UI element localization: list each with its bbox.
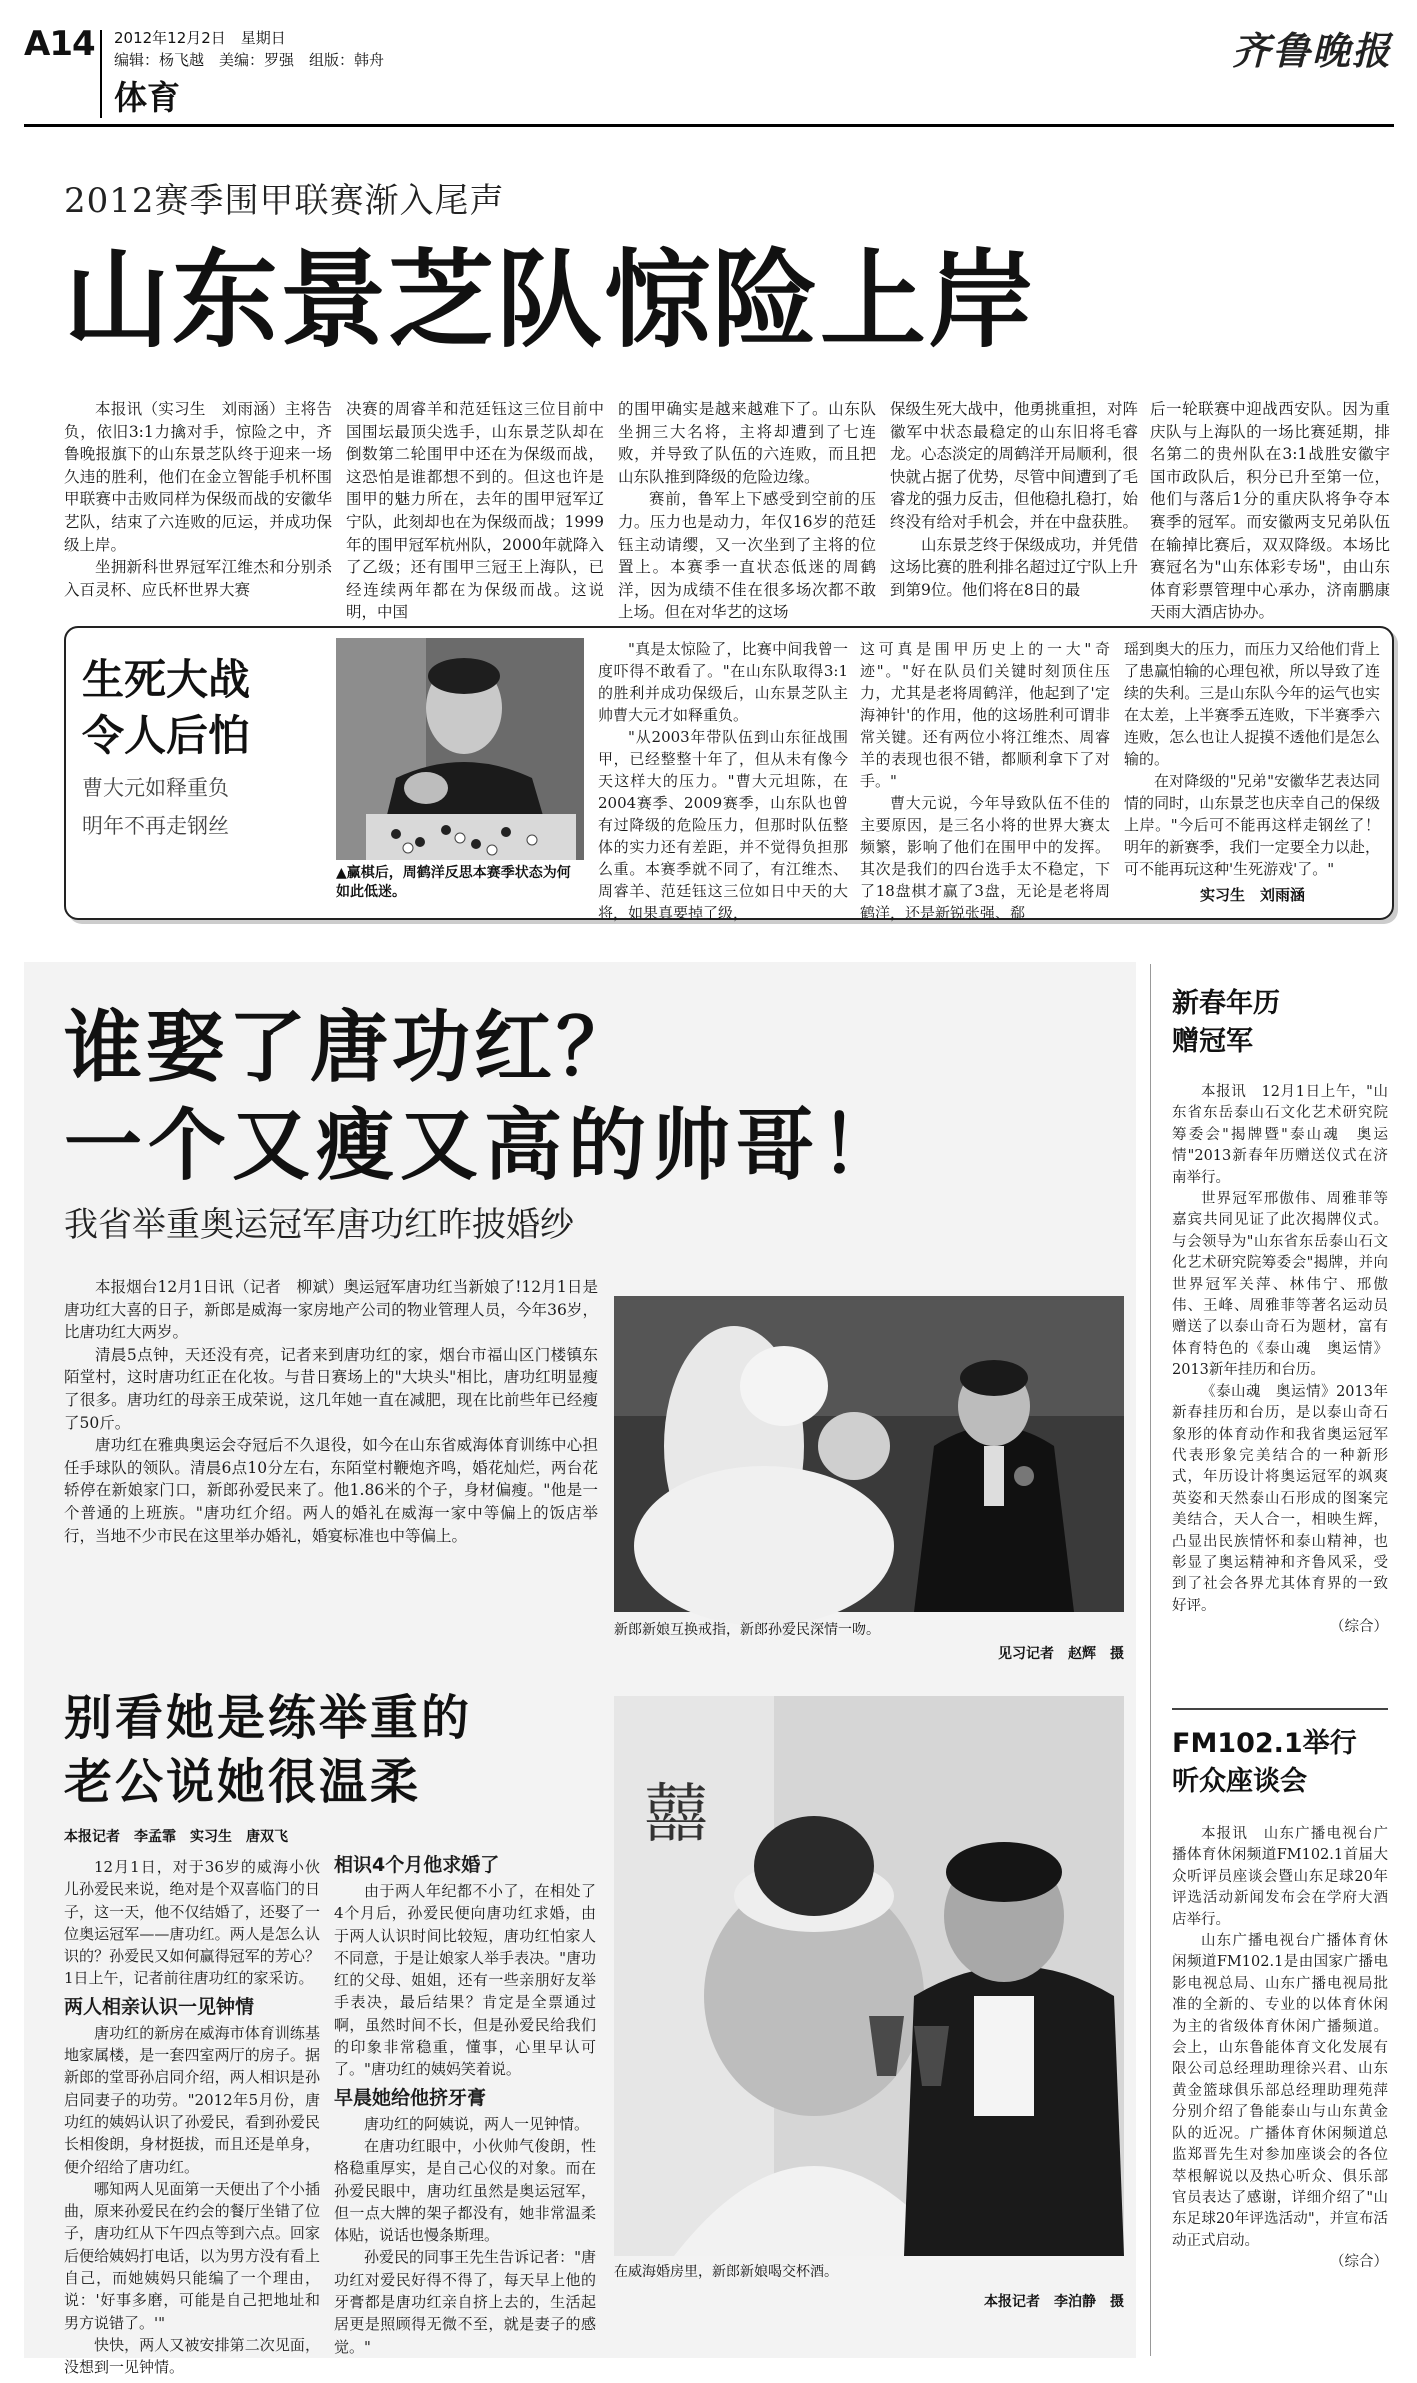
paragraph: 《泰山魂 奥运情》2013年新春挂历和台历，是以泰山奇石象形的体育动作和我省奥运冠军代表形象完美结合的一种新形式，年历设计将奥运冠军的飒爽英姿和天然泰山石形成的图案完美结合，天人合一，相映生辉，凸显出民族情怀和泰山精神，也彰显了奥运精神和齐鲁风采，受到了社会各界尤其体育界的一致好评。 (1172, 1383, 1388, 1614)
side-story-column-b (334, 1852, 596, 2356)
sidebar2-body (1172, 1824, 1388, 2356)
paragraph: 赛前，鲁军上下感受到空前的压力。压力也是动力，年仅16岁的范廷钰主动请缨，又一次坐到了主将的位置上。本赛季一直状态低迷的周鹤洋，因为成绩不佳在很多场次都不敢上场。但在对华艺的这场 (618, 490, 876, 622)
sidebar1-signature: （综合） (1330, 1619, 1388, 1636)
paragraph: "从2003年带队伍到山东征战围甲，已经整整十年了，但从未有像今天这样大的压力。"曹大元坦陈，在2004赛季、2009赛季，山东队也曾有过降级的危险压力，但那时队伍整体的实力还有差距，并不觉得负担那么重。本赛季就不同了，有江维杰、周睿羊、范廷钰这三位如日中天的大将，如果真要掉了级， (598, 728, 848, 922)
paragraph: 本报讯（实习生 刘雨涵）主将告负，依旧3:1力擒对手，惊险之中，齐鲁晚报旗下的山东景芝队终于迎来一场久违的胜利，他们在金立智能手机杯围甲联赛中击败同样为保级而战的安徽华艺队，结束了六连败的厄运，并成功保级上岸。 (64, 400, 332, 554)
photo2-caption: 在威海婚房里，新郎新娘喝交杯酒。 (614, 2264, 838, 2280)
paragraph: 唐功红在雅典奥运会夺冠后不久退役，如今在山东省威海体育训练中心担任手球队的领队。清晨6点10分左右，东陌堂村鞭炮齐鸣，婚花灿烂，两台花轿停在新娘家门口，新郎孙爱民来了。他1.86米的个子，身材偏瘦。"他是一个普通的上班族。"唐功红介绍。两人的婚礼在威海一家中等偏上的饭店举行，当地不少市民在这里举办婚礼，婚宴标准也中等偏上。 (64, 1436, 598, 1545)
player-silhouette (336, 638, 584, 860)
story2-headline-line2: 一个又瘦又高的帅哥！ (64, 1101, 905, 1191)
sidebar-separator (1172, 1708, 1388, 1710)
paragraph: 决赛的周睿羊和范廷钰这三位目前中国围坛最顶尖选手，山东景芝队却在倒数第二轮围甲中还在为保级而战，这恐怕是谁都想不到的。但这也许是围甲的魅力所在，去年的围甲冠军辽宁队，此刻却也在为保级而战；1999年的围甲冠军杭州队，2000年就降入了乙级；还有围甲三冠王上海队，已经连续两年都在为保级而战。这说明，中国 (346, 400, 604, 622)
box-subtitle-line2: 明年不再走钢丝 (82, 814, 229, 838)
story2-headline-line1: 谁娶了唐功红？ (64, 1003, 639, 1093)
paragraph: 后一轮联赛中迎战西安队。因为重庆队与上海队的一场比赛延期，排名第二的贵州队在3:1战胜安徽宇国市政队后，积分已升至第一位，他们与落后1分的重庆队将争夺本赛季的冠军。而安徽两支兄弟队伍在输掉比赛后，双双降级。本场比赛冠名为"山东体彩专场"，由山东体育彩票管理中心承办，济南鹏康天雨大酒店协办。 (1150, 400, 1390, 622)
player-photo (336, 638, 584, 860)
masthead-rule (24, 124, 1394, 127)
story2-subheadline: 我省举重奥运冠军唐功红昨披婚纱 (64, 1205, 574, 1245)
story1-headline: 山东景芝队惊险上岸 (64, 239, 1036, 362)
player-photo-caption: ▲赢棋后，周鹤洋反思本赛季状态为何如此低迷。 (336, 865, 571, 900)
side-story-headline-line2: 老公说她很温柔 (64, 1754, 422, 1810)
photo2-credit: 本报记者 李泊静 摄 (984, 2294, 1124, 2310)
side-subhead-3: 早晨她给他挤牙膏 (334, 2086, 487, 2109)
paragraph: 这可真是围甲历史上的一大"奇迹"。"好在队员们关键时刻顶住压力，尤其是老将周鹤洋，他起到了'定海神针'的作用，他的这场胜利可谓非常关键。还有两位小将江维杰、周睿羊的表现也很不错，都顺利拿下了对手。" (860, 640, 1110, 790)
sidebar-divider (1150, 964, 1151, 2356)
photo1-credit: 见习记者 赵辉 摄 (998, 1646, 1124, 1662)
box-column-3 (1124, 638, 1380, 882)
story2-intro (64, 1276, 598, 1674)
date-line: 2012年12月2日 星期日 (114, 29, 286, 47)
paragraph: 山东广播电视台广播体育休闲频道FM102.1是由国家广播电影电视总局、山东广播电视局批准的全新的、专业的以体育休闲为主的省级体育休闲广播频道。会上，山东鲁能体育文化发展有限公司总经理助理徐兴君、山东黄金篮球俱乐部总经理助理苑萍分别介绍了鲁能泰山与山东黄金队的近况。广播体育休闲频道总监郑晋先生对参加座谈会的各位萃根解说以及热心听众、俱乐部官员表达了感谢，详细介绍了"山东足球20年评选活动"，并宣布活动正式启动。 (1172, 1933, 1388, 2249)
paragraph: 在唐功红眼中，小伙帅气俊朗，性格稳重厚实，是自己心仪的对象。而在孙爱民眼中，唐功红虽然是奥运冠军，但一点大牌的架子都没有，她非常温柔体贴，说话也慢条斯理。 (334, 2136, 596, 2245)
sidebar2-headline-line2: 听众座谈会 (1172, 1766, 1307, 1797)
paragraph: 唐功红的新房在威海市体育训练基地家属楼，是一套四室两厅的房子。据新郎的堂哥孙启同介绍，两人相识是孙启同妻子的功劳。"2012年5月份，唐功红的姨妈认识了孙爱民，看到孙爱民长相俊朗，身材挺拔，而且还是单身，便介绍给了唐功红。 (64, 2023, 320, 2176)
paragraph: 在对降级的"兄弟"安徽华艺表达同情的同时，山东景芝也庆幸自己的保级上岸。"今后可不能再这样走钢丝了！明年的新赛季，我们一定要全力以赴，可不能再玩这种'生死游戏'了。" (1124, 772, 1380, 878)
paragraph: 哪知两人见面第一天便出了个小插曲，原来孙爱民在约会的餐厅坐错了位子，唐功红从下午四点等到六点。回家后便给姨妈打电话，以为男方没有看上自己，而她姨妈只能编了一个理由，说：'好事多磨，可能是自己把地址和男方说错了。'" (64, 2179, 320, 2332)
sidebar2-headline-line1: FM102.1举行 (1172, 1728, 1357, 1759)
masthead-divider (100, 30, 102, 118)
box-title-line1: 生死大战 (82, 655, 251, 704)
box-signature: 实习生 刘雨涵 (1200, 886, 1306, 904)
paragraph: 瑶到奥大的压力，而压力又给他们背上了患赢怕输的心理包袱，所以导致了连续的失利。三是山东队今年的运气也实在太差，上半赛季五连败，下半赛季六连败，怎么也让人捉摸不透他们是怎么输的。 (1124, 640, 1380, 768)
box-title-line2: 令人后怕 (82, 711, 251, 760)
paragraph: 世界冠军邢傲伟、周雅菲等嘉宾共同见证了此次揭牌仪式。与会领导为"山东省东岳泰山石文化艺术研究院筹委会"揭牌，并向世界冠军关萍、林伟宁、邢傲伟、王峰、周雅菲等著名运动员赠送了以泰山奇石为题材，富有体育特色的《泰山魂 奥运情》2013新年挂历和台历。 (1172, 1191, 1388, 1379)
paragraph: 12月1日，对于36岁的威海小伙儿孙爱民来说，绝对是个双喜临门的日子，这一天，他不仅结婚了，还娶了一位奥运冠军——唐功红。两人是怎么认识的？孙爱民又如何赢得冠军的芳心？1日上午，记者前往唐功红的家采访。 (64, 1858, 320, 1988)
side-subhead-1: 两人相亲认识一见钟情 (64, 1995, 255, 2018)
story1-column-1 (64, 398, 332, 602)
paragraph: 的围甲确实是越来越难下了。山东队坐拥三大名将，主将却遭到了七连败，并导致了队伍的六连败，而且把山东队推到降级的危险边缘。 (618, 400, 876, 486)
paragraph: 清晨5点钟，天还没有亮，记者来到唐功红的家，烟台市福山区门楼镇东陌堂村，这时唐功红正在化妆。与昔日赛场上的"大块头"相比，唐功红明显瘦了很多。唐功红的母亲王成荣说，这几年她一直在减肥，现在比前些年已经瘦了50斤。 (64, 1345, 598, 1432)
paragraph: 保级生死大战中，他勇挑重担，对阵徽军中状态最稳定的山东旧将毛睿龙。心态淡定的周鹤洋开局顺利，很快就占据了优势，尽管中间遭到了毛睿龙的强力反击，但他稳扎稳打，始终没有给对手机会，并在中盘获胜。 (890, 400, 1139, 531)
wedding-photo-ring (614, 1296, 1124, 1612)
box-column-2 (860, 638, 1110, 922)
photo1-caption: 新郎新娘互换戒指，新郎孙爱民深情一吻。 (614, 1622, 880, 1638)
toast-photo-graphic (614, 1696, 1124, 2256)
side-subhead-2: 相识4个月他求婚了 (334, 1854, 500, 1876)
side-story-byline: 本报记者 李孟霏 实习生 唐双飞 (64, 1829, 288, 1845)
section-label: 体育 (114, 78, 180, 117)
sidebar1-body (1172, 1082, 1388, 1698)
sidebar1-headline-line1: 新春年历 (1172, 988, 1280, 1019)
paragraph: 曹大元说，今年导致队伍不佳的主要原因，是三名小将的世界大赛太频繁，影响了他们在围甲中的发挥。其次是我们的四台选手太不稳定，下了18盘棋才赢了3盘，无论是老将周鹤洋，还是新锐张强、郗 (860, 794, 1110, 922)
paragraph: 本报讯 山东广播电视台广播体育休闲频道FM102.1首届大众听评员座谈会暨山东足球20年评选活动新闻发布会在学府大酒店举行。 (1172, 1826, 1388, 1928)
story1-kicker: 2012赛季围甲联赛渐入尾声 (64, 181, 505, 221)
story1-column-3 (618, 398, 876, 622)
story1-column-4 (890, 398, 1138, 602)
paragraph: 山东景芝终于保级成功，并凭借这场比赛的胜利排名超过辽宁队上升到第9位。他们将在8日的最 (890, 535, 1139, 599)
box-subtitle-line1: 曹大元如释重负 (82, 776, 229, 800)
paragraph: "真是太惊险了，比赛中间我曾一度吓得不敢看了。"在山东队取得3:1的胜利并成功保级后，山东景芝队主帅曹大元才如释重负。 (598, 640, 848, 724)
paragraph: 孙爱民的同事王先生告诉记者："唐功红对爱民好得不得了，每天早上他的牙膏都是唐功红亲自挤上去的，生活起居更是照顾得无微不至，就是妻子的感觉。" (334, 2248, 596, 2356)
double-happiness-symbol: 囍 (644, 1778, 708, 1852)
paragraph: 快快，两人又被安排第二次见面，没想到一见钟情。 (64, 2335, 320, 2377)
paragraph: 本报讯 12月1日上午，"山东省东岳泰山石文化艺术研究院筹委会"揭牌暨"泰山魂 奥运情"2013新春年历赠送仪式在济南举行。 (1172, 1084, 1388, 1186)
paragraph: 本报烟台12月1日讯（记者 柳斌）奥运冠军唐功红当新娘了!12月1日是唐功红大喜的日子，新郎是威海一家房地产公司的物业管理人员，今年36岁，比唐功红大两岁。 (64, 1278, 598, 1342)
paper-logo: 齐鲁晚报 (1232, 28, 1393, 73)
page-number: A14 (24, 24, 95, 64)
box-column-1 (598, 638, 848, 922)
sidebar2-signature: （综合） (1330, 2254, 1388, 2271)
paragraph: 由于两人年纪都不小了，在相处了4个月后，孙爱民便向唐功红求婚，由于两人认识时间比较短，唐功红怕家人不同意，于是让娘家人举手表决。"唐功红的父母、姐姐，还有一些亲朋好友举手表决，最后结果？肯定是全票通过啊，虽然时间不长，但是孙爱民给我们的印象非常稳重，懂事，心里早认可了。"唐功红的姨妈笑着说。 (334, 1882, 596, 2079)
paragraph: 唐功红的阿姨说，两人一见钟情。 (364, 2114, 590, 2133)
story1-column-2 (346, 398, 604, 622)
wedding-photo-toast (614, 1696, 1124, 2256)
ring-photo-graphic (614, 1296, 1124, 1612)
sidebar1-headline-line2: 赠冠军 (1172, 1026, 1253, 1057)
side-story-column-a (64, 1856, 320, 2377)
editors-line: 编辑：杨飞越 美编：罗强 组版：韩舟 (114, 51, 385, 69)
side-story-headline-line1: 别看她是练举重的 (64, 1690, 473, 1746)
paragraph: 坐拥新科世界冠军江维杰和分别杀入百灵杯、应氏杯世界大赛 (64, 558, 332, 599)
story1-column-5 (1150, 398, 1390, 622)
